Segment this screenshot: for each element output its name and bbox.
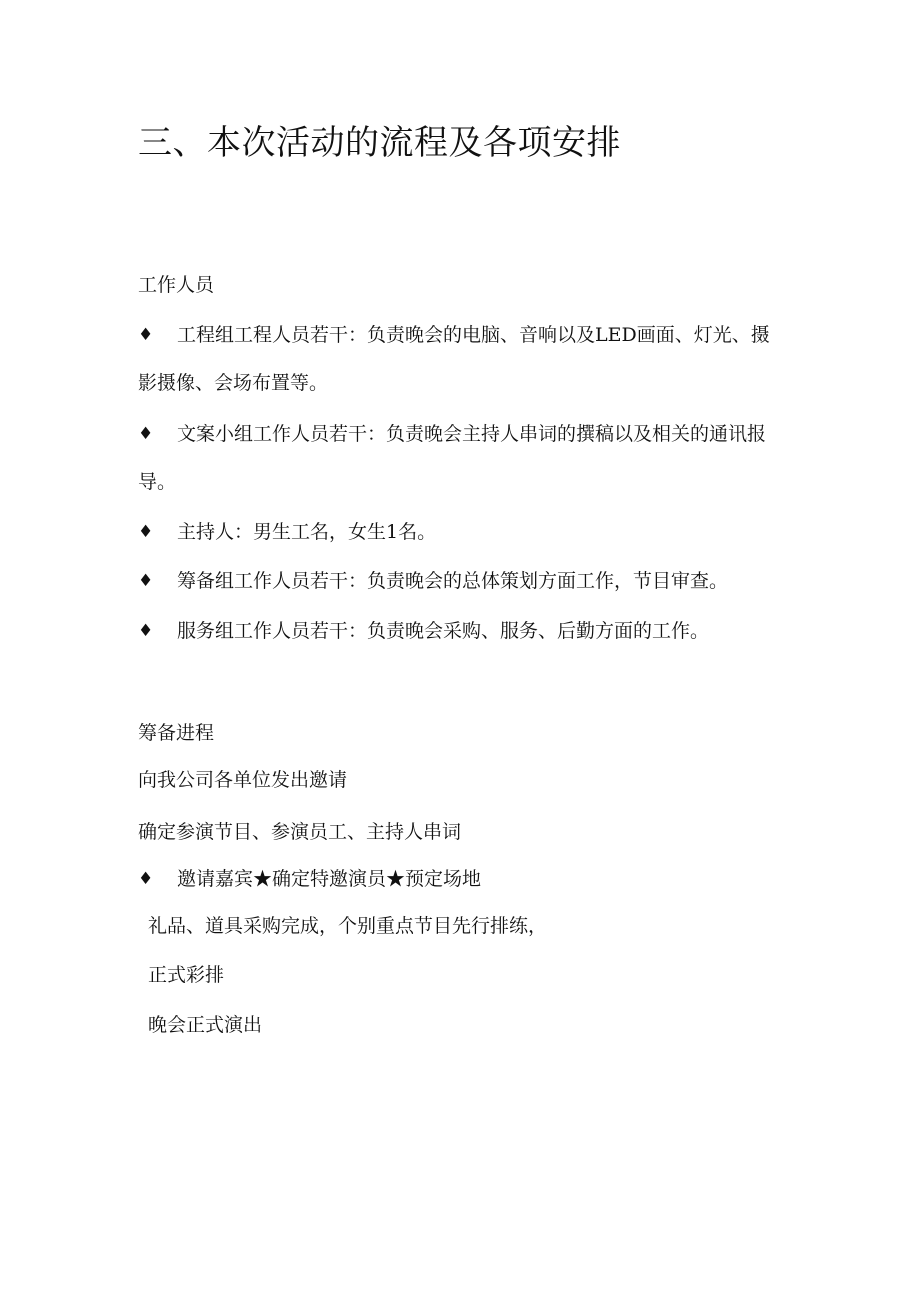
- diamond-bullet-icon: ♦: [138, 869, 154, 889]
- staff-heading: 工作人员: [138, 274, 215, 296]
- diamond-bullet-icon: ♦: [138, 571, 154, 591]
- section-title: 三、本次活动的流程及各项安排: [138, 123, 621, 163]
- diamond-bullet-icon: ♦: [138, 325, 154, 345]
- staff-item: 主持人：男生工名，女生1名。: [177, 521, 437, 543]
- diamond-bullet-icon: ♦: [138, 522, 154, 542]
- prep-step: 晚会正式演出: [148, 1014, 263, 1036]
- prep-step: 礼品、道具采购完成，个别重点节目先行排练，: [148, 915, 548, 937]
- prep-step: 确定参演节目、参演员工、主持人串词: [138, 821, 462, 843]
- staff-item: 文案小组工作人员若干：负责晚会主持人串词的撰稿以及相关的通讯报导。: [138, 423, 767, 493]
- staff-item: 工程组工程人员若干：负责晚会的电脑、音响以及LED画面、灯光、摄影摄像、会场布置等。: [138, 324, 770, 394]
- prep-step: 邀请嘉宾★确定特邀演员★预定场地: [177, 868, 482, 890]
- prep-step: 向我公司各单位发出邀请: [138, 769, 348, 791]
- diamond-bullet-icon: ♦: [138, 621, 154, 641]
- staff-item: 筹备组工作人员若干：负责晚会的总体策划方面工作，节目审查。: [177, 570, 729, 592]
- prep-step: 正式彩排: [148, 964, 225, 986]
- staff-item: 服务组工作人员若干：负责晚会采购、服务、后勤方面的工作。: [177, 620, 710, 642]
- prep-heading: 筹备进程: [138, 722, 215, 744]
- diamond-bullet-icon: ♦: [138, 424, 154, 444]
